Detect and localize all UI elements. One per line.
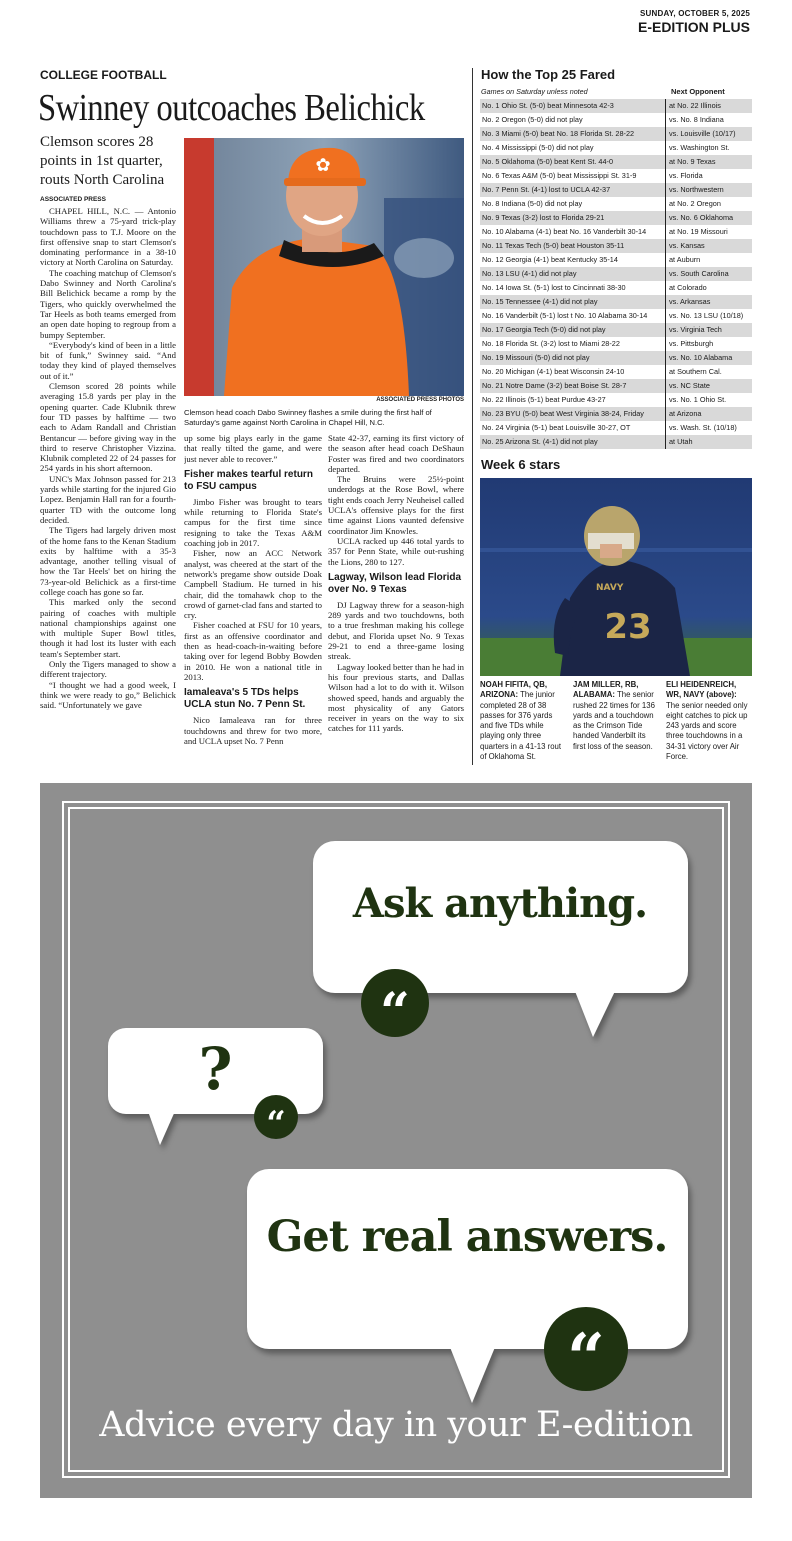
article-deck: Clemson scores 28 points in 1st quarter, routs North Carolina bbox=[40, 134, 165, 188]
masthead bbox=[638, 9, 750, 35]
paragraph: Fisher, now an ACC Network analyst, was cheered at the start of the network's pregame show outside Doak Campbell Stadium. He turned in his chair, did the tomahawk chop to the crowd of garnet-clad fans and started to cry. bbox=[184, 548, 322, 621]
table-row bbox=[480, 407, 752, 421]
next-opponent-cell: at Arizona bbox=[666, 407, 752, 421]
next-opponent-cell: at Auburn bbox=[669, 255, 701, 264]
star-blurb-miller bbox=[573, 680, 659, 752]
table-row bbox=[480, 197, 752, 211]
svg-text:✿: ✿ bbox=[315, 155, 331, 176]
result-cell: No. 5 Oklahoma (5-0) beat Kent St. 44-0 bbox=[480, 155, 666, 169]
result-cell: No. 11 Texas Tech (5-0) beat Houston 35-11 bbox=[480, 239, 666, 253]
paragraph: The Tigers had largely driven most of the home fans to the Kenan Stadium exits by halftime with a 35-3 advantage, another telling visual of how the Tar Heels' bet on hiring the 73-year-old Belichick as a first-time college coach has gone so far. bbox=[40, 525, 176, 597]
result-cell: No. 19 Missouri (5-0) did not play bbox=[480, 351, 666, 365]
subhead-ucla: Iamaleava's 5 TDs helps UCLA stun No. 7 Penn St. bbox=[184, 687, 306, 711]
svg-text:“: “ bbox=[380, 982, 410, 1043]
star-blurb-fifita bbox=[480, 680, 566, 762]
svg-text:23: 23 bbox=[604, 607, 652, 647]
table-row bbox=[480, 337, 752, 351]
article-column-1 bbox=[40, 206, 176, 766]
result-cell: No. 22 Illinois (5-1) beat Purdue 43-27 bbox=[480, 393, 666, 407]
ad-ask-anything: Ask anything. bbox=[352, 880, 648, 927]
paragraph: Jimbo Fisher was brought to tears while returning to Florida State's campus for the first time since resigning to take the Texas A&M coaching job in 2017. bbox=[184, 496, 322, 549]
column-divider bbox=[472, 68, 473, 765]
table-row bbox=[480, 99, 752, 113]
top25-subtitle: Games on Saturday unless noted bbox=[481, 87, 588, 96]
svg-text:“: “ bbox=[567, 1319, 605, 1397]
paragraph: Only the Tigers managed to show a different trajectory. bbox=[40, 659, 176, 680]
paragraph: “Everybody's kind of been in a little bit of funk,” Swinney said. “And today they kind of played themselves out of it.” bbox=[40, 339, 176, 381]
result-cell: No. 2 Oregon (5-0) did not play bbox=[480, 113, 666, 127]
result-cell: No. 18 Florida St. (3-2) lost to Miami 28-22 bbox=[480, 337, 666, 351]
paragraph: Nico Iamaleava ran for three touchdowns and threw for two more, and UCLA upset No. 7 Penn bbox=[184, 715, 322, 746]
table-row bbox=[480, 155, 752, 169]
paragraph: The coaching matchup of Clemson's Dabo Swinney and North Carolina's Bill Belichick became a romp by the Tigers, who quickly overwhelmed the Tar Heels as both teams emerged from an open date hoping to regroup from a bumpy September. bbox=[40, 267, 176, 340]
paragraph: UNC's Max Johnson passed for 213 yards while starting for the injured Gio Lopez. Benjamin Hall ran for a fourth-quarter TD with the outcome long decided. bbox=[40, 473, 176, 525]
star-name: NOAH FIFITA, QB, ARIZONA: bbox=[480, 680, 547, 700]
next-opponent-cell: at Utah bbox=[666, 435, 752, 449]
subhead-fisher: Fisher makes tearful return to FSU campus bbox=[184, 468, 313, 492]
result-cell: No. 1 Ohio St. (5-0) beat Minnesota 42-3 bbox=[480, 99, 666, 113]
svg-text:“: “ bbox=[266, 1104, 286, 1144]
table-row bbox=[480, 365, 752, 379]
table-row bbox=[480, 225, 752, 239]
next-opponent-cell: at No. 9 Texas bbox=[666, 155, 752, 169]
next-opponent-cell: vs. No. 6 Oklahoma bbox=[666, 211, 752, 225]
next-opponent-cell: vs. Louisville (10/17) bbox=[666, 127, 752, 141]
next-opponent-cell: vs. No. 13 LSU (10/18) bbox=[669, 311, 744, 320]
next-opponent-cell: vs. Arkansas bbox=[666, 295, 752, 309]
table-row bbox=[480, 379, 752, 393]
result-cell: No. 6 Texas A&M (5-0) beat Mississippi St. 31-9 bbox=[480, 169, 666, 183]
table-row bbox=[480, 281, 752, 295]
navy-player-photo bbox=[480, 478, 752, 676]
table-row bbox=[480, 253, 752, 267]
paragraph: The Bruins were 25½-point underdogs at the Rose Bowl, where tight ends coach Jerry Neuheisel called UCLA's offensive plays for the first time against Lions vaunted defensive coordinator Jim Knowles. bbox=[328, 474, 464, 536]
result-cell: No. 4 Mississippi (5-0) did not play bbox=[480, 141, 666, 155]
ad-tagline: Advice every day in your E-edition bbox=[99, 1405, 693, 1445]
subhead-florida: Lagway, Wilson lead Florida over No. 9 Texas bbox=[328, 571, 462, 595]
result-cell: No. 12 Georgia (4-1) beat Kentucky 35-14 bbox=[480, 253, 666, 267]
article-headline: Swinney outcoaches Belichick bbox=[38, 87, 425, 129]
swinney-photo bbox=[184, 138, 464, 396]
table-row bbox=[480, 113, 752, 127]
table-row bbox=[480, 127, 752, 141]
table-row bbox=[480, 169, 752, 183]
paragraph: Clemson scored 28 points while averaging 15.8 yards per play in the opening quarter. Cade Klubnik threw four TD passes by halftime — two each to Adam Randall and Christian Bentancur — before giving way in the third to reserve Christopher Vizzina. Klubnik completed 22 of 24 passes for 254 yards in his short afternoon. bbox=[40, 381, 176, 474]
table-row bbox=[480, 351, 752, 365]
result-cell: No. 10 Alabama (4-1) beat No. 16 Vanderbilt 30-14 bbox=[480, 225, 666, 239]
next-opponent-header: Next Opponent bbox=[671, 87, 725, 96]
next-opponent-cell: vs. No. 1 Ohio St. bbox=[669, 395, 727, 404]
photo-caption: Clemson head coach Dabo Swinney flashes a smile during the first half of Saturday's game against North Carolina in Chapel Hill, N.C. bbox=[184, 408, 432, 427]
result-cell: No. 9 Texas (3-2) lost to Florida 29-21 bbox=[480, 211, 666, 225]
result-cell: No. 20 Michigan (4-1) beat Wisconsin 24-10 bbox=[480, 365, 666, 379]
result-cell: No. 21 Notre Dame (3-2) beat Boise St. 28-7 bbox=[480, 379, 666, 393]
result-cell: No. 17 Georgia Tech (5-0) did not play bbox=[480, 323, 666, 337]
table-row bbox=[480, 211, 752, 225]
star-blurb-heidenreich bbox=[666, 680, 752, 762]
result-cell: No. 3 Miami (5-0) beat No. 18 Florida St. 28-22 bbox=[480, 127, 666, 141]
table-row bbox=[480, 295, 752, 309]
next-opponent-cell: vs. Northwestern bbox=[666, 183, 752, 197]
next-opponent-cell: vs. NC State bbox=[666, 379, 752, 393]
article-byline: ASSOCIATED PRESS bbox=[40, 196, 106, 203]
week6-stars-title: Week 6 stars bbox=[481, 457, 561, 472]
next-opponent-cell: at No. 19 Missouri bbox=[669, 227, 728, 236]
paragraph: up some big plays early in the game that really tilted the game, and were just never able to recover.” bbox=[184, 433, 322, 464]
paragraph: DJ Lagway threw for a season-high 289 yards and two touchdowns, both to a true freshman making his college debut, and Florida upset No. 9 Texas 29-21 to end a three-game losing streak. bbox=[328, 599, 464, 662]
paragraph: UCLA racked up 446 total yards to 357 for Penn State, while out-rushing the Lions, 280 to 127. bbox=[328, 535, 464, 567]
table-row bbox=[480, 183, 752, 197]
next-opponent-cell: at Southern Cal. bbox=[669, 367, 722, 376]
paragraph: This marked only the second pairing of coaches with multiple national championships against one with multiple Super Bowl titles, though it had lost its luster with each team's September start. bbox=[40, 597, 176, 659]
next-opponent-cell: vs. Pittsburgh bbox=[669, 339, 714, 348]
article-column-3 bbox=[328, 433, 464, 767]
table-row bbox=[480, 239, 752, 253]
table-row bbox=[480, 393, 752, 407]
result-cell: No. 13 LSU (4-1) did not play bbox=[480, 267, 666, 281]
star-text: The senior needed only eight catches to pick up 243 yards and score three touchdowns in a 34-31 victory over Air Force. bbox=[666, 700, 748, 762]
table-row bbox=[480, 421, 752, 435]
top25-title: How the Top 25 Fared bbox=[481, 67, 616, 82]
next-opponent-cell: vs. Florida bbox=[669, 171, 703, 180]
next-opponent-cell: vs. No. 10 Alabama bbox=[666, 351, 752, 365]
e-edition-advice-ad[interactable] bbox=[40, 783, 752, 1498]
paragraph: Fisher coached at FSU for 10 years, first as an offensive coordinator and then as head-coach-in-waiting before taking over for legend Bobby Bowden in 2010. He won a national title in 2013. bbox=[184, 620, 322, 682]
photo-credit: ASSOCIATED PRESS PHOTOS bbox=[376, 397, 464, 403]
edition-name: E-EDITION PLUS bbox=[637, 19, 750, 35]
table-row bbox=[480, 309, 752, 323]
result-cell: No. 24 Virginia (5-1) beat Louisville 30-27, OT bbox=[480, 421, 666, 435]
next-opponent-cell: vs. South Carolina bbox=[666, 267, 752, 281]
star-name: ELI HEIDENREICH, WR, NAVY (above): bbox=[666, 680, 737, 700]
table-row bbox=[480, 141, 752, 155]
next-opponent-cell: vs. Virginia Tech bbox=[666, 323, 752, 337]
result-cell: No. 7 Penn St. (4-1) lost to UCLA 42-37 bbox=[480, 183, 666, 197]
table-row bbox=[480, 267, 752, 281]
result-cell: No. 8 Indiana (5-0) did not play bbox=[480, 197, 666, 211]
table-row bbox=[480, 435, 752, 449]
paragraph: State 42-37, earning its first victory of the season after head coach DeShaun Foster was fired and two coordinators departed. bbox=[328, 433, 464, 474]
next-opponent-cell: vs. Washington St. bbox=[669, 143, 730, 152]
star-text: The senior rushed 22 times for 136 yards and a touchdown as the Crimson Tide handed Vanderbilt its first loss of the season. bbox=[573, 690, 655, 751]
table-row bbox=[480, 323, 752, 337]
next-opponent-cell: at No. 2 Oregon bbox=[669, 199, 721, 208]
result-cell: No. 23 BYU (5-0) beat West Virginia 38-24, Friday bbox=[480, 407, 666, 421]
result-cell: No. 16 Vanderbilt (5-1) lost t No. 10 Alabama 30-14 bbox=[480, 309, 666, 323]
next-opponent-cell: at No. 22 Illinois bbox=[666, 99, 752, 113]
paragraph: CHAPEL HILL, N.C. — Antonio Williams threw a 75-yard trick-play touchdown pass to T.J. Moore on the first offensive snap to start Clemson's dominating performance in a 38-10 victory at North Carolina on Saturday. bbox=[40, 206, 176, 268]
ad-get-real-answers: Get real answers. bbox=[266, 1212, 668, 1262]
section-kicker: COLLEGE FOOTBALL bbox=[40, 68, 167, 82]
star-name: JAM MILLER, RB, ALABAMA: bbox=[573, 680, 639, 700]
paragraph: Lagway looked better than he had in his four previous starts, and Dallas Wilson had a lot to do with it. Wilson showed speed, hands and arguably the most physicality of any Gators receiver in years on the way to six catches for 111 yards. bbox=[328, 661, 464, 734]
article-column-2 bbox=[184, 433, 322, 767]
next-opponent-cell: at Colorado bbox=[669, 283, 707, 292]
next-opponent-cell: vs. Wash. St. (10/18) bbox=[669, 423, 737, 432]
top25-table bbox=[480, 99, 752, 449]
result-cell: No. 25 Arizona St. (4-1) did not play bbox=[480, 435, 666, 449]
ad-question-mark: ? bbox=[198, 1035, 233, 1103]
star-text: The junior completed 28 of 38 passes for 376 yards and five TDs while playing only three quarters in a 41-13 rout of Oklahoma St. bbox=[480, 690, 562, 762]
next-opponent-cell: vs. No. 8 Indiana bbox=[669, 115, 724, 124]
svg-text:NAVY: NAVY bbox=[596, 583, 624, 593]
result-cell: No. 14 Iowa St. (5-1) lost to Cincinnati 38-30 bbox=[480, 281, 666, 295]
next-opponent-cell: vs. Kansas bbox=[666, 239, 752, 253]
issue-date: SUNDAY, OCTOBER 5, 2025 bbox=[640, 9, 750, 18]
result-cell: No. 15 Tennessee (4-1) did not play bbox=[480, 295, 666, 309]
paragraph: “I thought we had a good week, I think we were ready to go,” Belichick said. “Unfortunately we gave bbox=[40, 679, 176, 711]
